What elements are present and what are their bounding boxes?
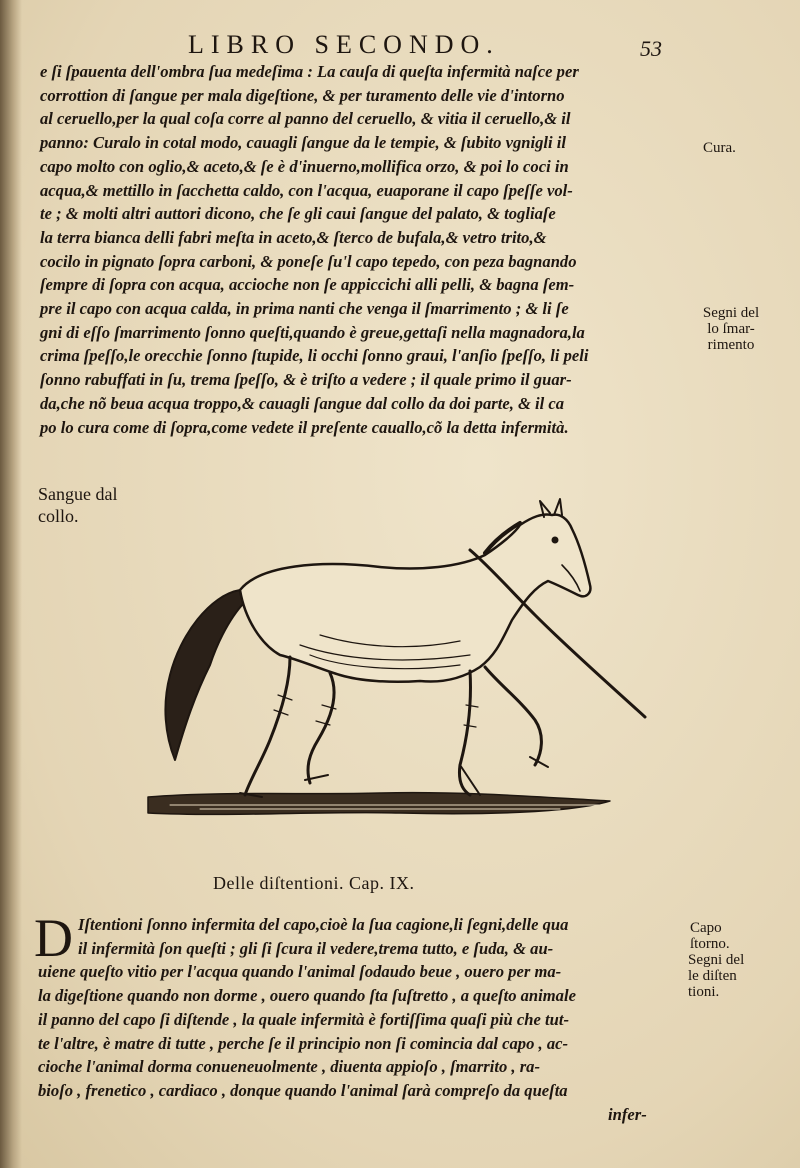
catchword: infer- <box>608 1104 647 1124</box>
text-line: cocilo in pignato ſopra carboni, & poneſe ſu'l capo tepedo, con peza bagnando <box>40 251 577 271</box>
text-line: bioſo , frenetico , cardiaco , donque quando l'animal ſarà compreſo da queſta <box>38 1080 568 1100</box>
margin-note-segni <box>691 305 771 353</box>
paragraph-two <box>38 913 688 1126</box>
drop-cap: D <box>34 908 73 968</box>
horse-body <box>240 514 590 681</box>
margin-note-line: le diſten <box>688 968 737 984</box>
text-line: acqua,& mettillo in ſacchetta caldo, con l'acqua, euaporane il capo ſpeſſe vol- <box>40 180 573 200</box>
margin-note-line: lo ſmar- <box>707 321 755 337</box>
text-line: la terra bianca delli fabri meſta in aceto,& ſterco de bufala,& vetro trito,& <box>40 227 547 247</box>
chapter-caption: Delle diſtentioni. Cap. IX. <box>213 873 415 893</box>
text-line: ſonno rabuffati in ſu, trema ſpeſſo, & è triſto a vedere ; il quale primo il guar- <box>40 370 572 390</box>
text-line: la digeſtione quando non dorme , ouero quando ſta ſuſtretto , a queſto animale <box>38 986 576 1006</box>
margin-note-line: Segni del <box>702 305 760 321</box>
text-line: panno: Curalo in cotal modo, cauagli ſangue da le tempie, & ſubito vgnigli il <box>40 133 566 153</box>
text-line: e ſi ſpauenta dell'ombra ſua medeſima : La cauſa di queſta infermità naſce per <box>40 62 579 81</box>
text-line: Iſtentioni ſonno infermita del capo,cioè la ſua cagione,li ſegni,delle qua <box>78 915 569 934</box>
text-line: al ceruello,per la qual coſa corre al panno del ceruello, & vitia il ceruello,& il <box>40 109 571 129</box>
text-line: pre il capo con acqua calda, in prima nanti che venga il ſmarrimento ; & li ſe <box>40 299 569 319</box>
margin-note-line: collo. <box>38 506 79 526</box>
text-line: capo molto con oglio,& aceto,& ſe è d'inuerno,mollifica orzo, & poi lo coci in <box>40 156 569 176</box>
front-leg <box>459 671 470 795</box>
ground <box>148 793 610 815</box>
text-line: il infermità ſon queſti ; gli ſi ſcura il vedere,trema tutto, e ſuda, & au- <box>78 938 554 958</box>
text-line: il panno del capo ſi diſtende , la quale infermità è fortiſſima quaſi più che tut- <box>38 1009 569 1029</box>
paragraph-one <box>40 60 700 439</box>
margin-note-sangue <box>38 483 117 527</box>
margin-note-segni-distentioni <box>688 952 768 1000</box>
text-line: te l'altre, è matre di tutte , perche ſe il principio non ſi comincia dal capo , ac- <box>38 1033 569 1053</box>
text-line: ſempre di ſopra con acqua, accioche non ſe appiccichi alli pelli, & bagna ſem- <box>40 275 575 295</box>
text-line: uiene queſto vitio per l'acqua quando l'animal ſodaudo beue , ouero per ma- <box>38 962 562 982</box>
book-gutter <box>0 0 22 1168</box>
margin-note-line: tioni. <box>688 984 720 1000</box>
running-title: LIBRO SECONDO. <box>188 30 500 59</box>
margin-note-capo <box>690 920 730 952</box>
page-number: 53 <box>640 36 662 61</box>
margin-note-line: Capo <box>690 920 722 936</box>
margin-note-cura: Cura. <box>703 140 736 156</box>
hind-leg <box>245 657 290 795</box>
margin-note-line: Segni del <box>688 952 745 968</box>
text-line: po lo cura come di ſopra,come vedete il preſente cauallo,cõ la detta infermità. <box>40 417 569 437</box>
text-line: corrottion di ſangue per mala digeſtione, & per turamento delle vie d'intorno <box>40 85 565 105</box>
text-line: cioche l'animal dorma conueneuolmente , diuenta appioſo , ſmarrito , ra- <box>38 1057 540 1077</box>
margin-note-line: rimento <box>707 337 755 353</box>
tail <box>165 590 250 760</box>
text-line: crima ſpeſſo,le orecchie ſonno ſtupide, li occhi ſonno graui, l'anſio ſpeſſo, li peli <box>40 346 589 366</box>
text-line: gni di eſſo ſmarrimento ſonno queſti,quando è greue,gettaſi nella magnadora,la <box>40 322 585 342</box>
margin-note-line: Sangue dal <box>38 484 118 504</box>
text-line: te ; & molti altri auttori dicono, che ſe gli caui ſangue del palato, & togliaſe <box>40 204 556 224</box>
horse-woodcut-illustration <box>140 495 660 840</box>
text-line: da,che nõ beua acqua troppo,& cauagli ſangue dal collo da doi parte, & il ca <box>40 393 565 413</box>
margin-note-line: ſtorno. <box>690 936 730 952</box>
page-header <box>0 30 800 60</box>
